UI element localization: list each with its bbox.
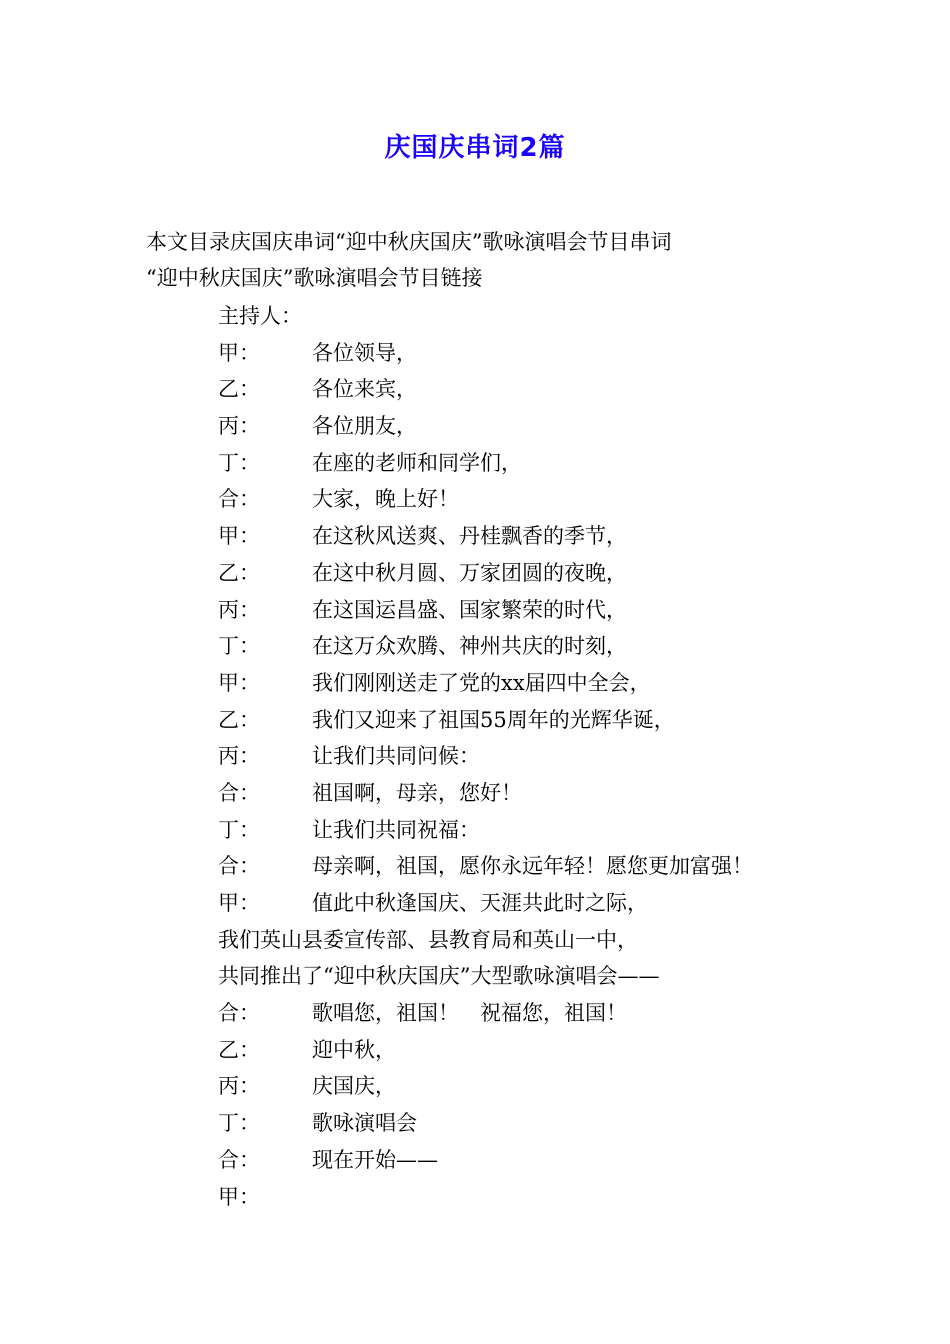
line-text: 现在开始—— — [312, 1147, 438, 1172]
line-text: 在座的老师和同学们， — [312, 450, 522, 475]
dialogue-line — [218, 335, 838, 372]
dialogue-line — [218, 885, 838, 922]
speaker-label: 甲： — [218, 340, 260, 365]
speaker-label: 乙： — [218, 377, 260, 402]
dialogue-line — [218, 958, 838, 995]
document-title: 庆国庆串词2篇 — [384, 133, 566, 163]
line-text: 主持人： — [218, 304, 302, 328]
speaker-label: 合： — [218, 1001, 260, 1026]
speaker-label: 丁： — [218, 450, 260, 475]
dialogue-line — [218, 1179, 838, 1216]
dialogue-line — [218, 518, 838, 555]
dialogue-line — [218, 592, 838, 629]
speaker-label: 丙： — [218, 414, 260, 439]
speaker-label: 丁： — [218, 817, 260, 842]
line-text: 我们又迎来了祖国55周年的光辉华诞， — [312, 707, 675, 732]
speaker-label: 合： — [218, 780, 260, 805]
dialogue-line — [218, 1142, 838, 1179]
line-text: 歌咏演唱会 — [312, 1111, 417, 1136]
line-text: 我们英山县委宣传部、县教育局和英山一中， — [218, 927, 638, 952]
speaker-label: 丙： — [218, 597, 260, 622]
line-text: 在这国运昌盛、国家繁荣的时代， — [312, 597, 627, 622]
dialogue-line — [218, 408, 838, 445]
dialogue-line — [218, 1105, 838, 1142]
dialogue-line — [218, 665, 838, 702]
speaker-label: 乙： — [218, 560, 260, 585]
speaker-label: 甲： — [218, 891, 260, 915]
dialogue-line — [218, 1068, 838, 1105]
line-text: 歌唱您，祖国！ 祝福您，祖国！ — [312, 1001, 627, 1026]
line-text: 祖国啊，母亲，您好！ — [312, 780, 522, 805]
line-text: 各位朋友， — [312, 414, 417, 439]
line-text: 我们刚刚送走了党的xx届四中全会， — [312, 670, 651, 695]
speaker-label: 甲： — [218, 524, 260, 549]
speaker-label: 丁： — [218, 1111, 260, 1136]
table-of-contents — [146, 224, 826, 296]
dialogue-line — [218, 812, 838, 849]
line-text: 母亲啊，祖国，愿你永远年轻！愿您更加富强！ — [312, 854, 753, 879]
speaker-label: 乙： — [218, 707, 260, 732]
dialogue-line — [218, 1032, 838, 1069]
speaker-label: 丙： — [218, 1074, 260, 1099]
dialogue-line — [218, 371, 838, 408]
dialogue-line — [218, 738, 838, 775]
line-text: 在这中秋月圆、万家团圆的夜晚， — [312, 560, 627, 585]
line-text: 让我们共同祝福： — [312, 817, 480, 842]
dialogue-line — [218, 995, 838, 1032]
speaker-label: 丁： — [218, 634, 260, 659]
line-text: 大家，晚上好！ — [312, 487, 459, 512]
speaker-label: 合： — [218, 854, 260, 879]
toc-line: “迎中秋庆国庆”歌咏演唱会节目链接 — [146, 266, 483, 290]
dialogue-line — [218, 481, 838, 518]
line-text: 在这秋风送爽、丹桂飘香的季节， — [312, 524, 627, 549]
dialogue-line — [218, 298, 838, 335]
line-text: 让我们共同问候： — [312, 744, 480, 769]
line-text: 各位领导， — [312, 340, 417, 365]
line-text: 值此中秋逢国庆、天涯共此时之际， — [312, 891, 648, 915]
speaker-label: 合： — [218, 1147, 260, 1172]
line-text: 庆国庆， — [312, 1074, 396, 1099]
speaker-label: 甲： — [218, 670, 260, 695]
dialogue-line — [218, 848, 838, 885]
speaker-label: 丙： — [218, 744, 260, 769]
line-text: 在这万众欢腾、神州共庆的时刻， — [312, 634, 627, 659]
speaker-label: 乙： — [218, 1037, 260, 1062]
dialogue-line — [218, 922, 838, 959]
speaker-label: 合： — [218, 487, 260, 512]
dialogue-script — [218, 298, 838, 1215]
dialogue-line — [218, 445, 838, 482]
dialogue-line — [218, 702, 838, 739]
speaker-label: 甲： — [218, 1184, 260, 1209]
dialogue-line — [218, 555, 838, 592]
dialogue-line — [218, 775, 838, 812]
toc-line: 本文目录庆国庆串词“迎中秋庆国庆”歌咏演唱会节目串词 — [146, 230, 672, 254]
line-text: 迎中秋， — [312, 1037, 396, 1062]
line-text: 共同推出了“迎中秋庆国庆”大型歌咏演唱会—— — [218, 964, 660, 989]
dialogue-line — [218, 628, 838, 665]
line-text: 各位来宾， — [312, 377, 417, 402]
